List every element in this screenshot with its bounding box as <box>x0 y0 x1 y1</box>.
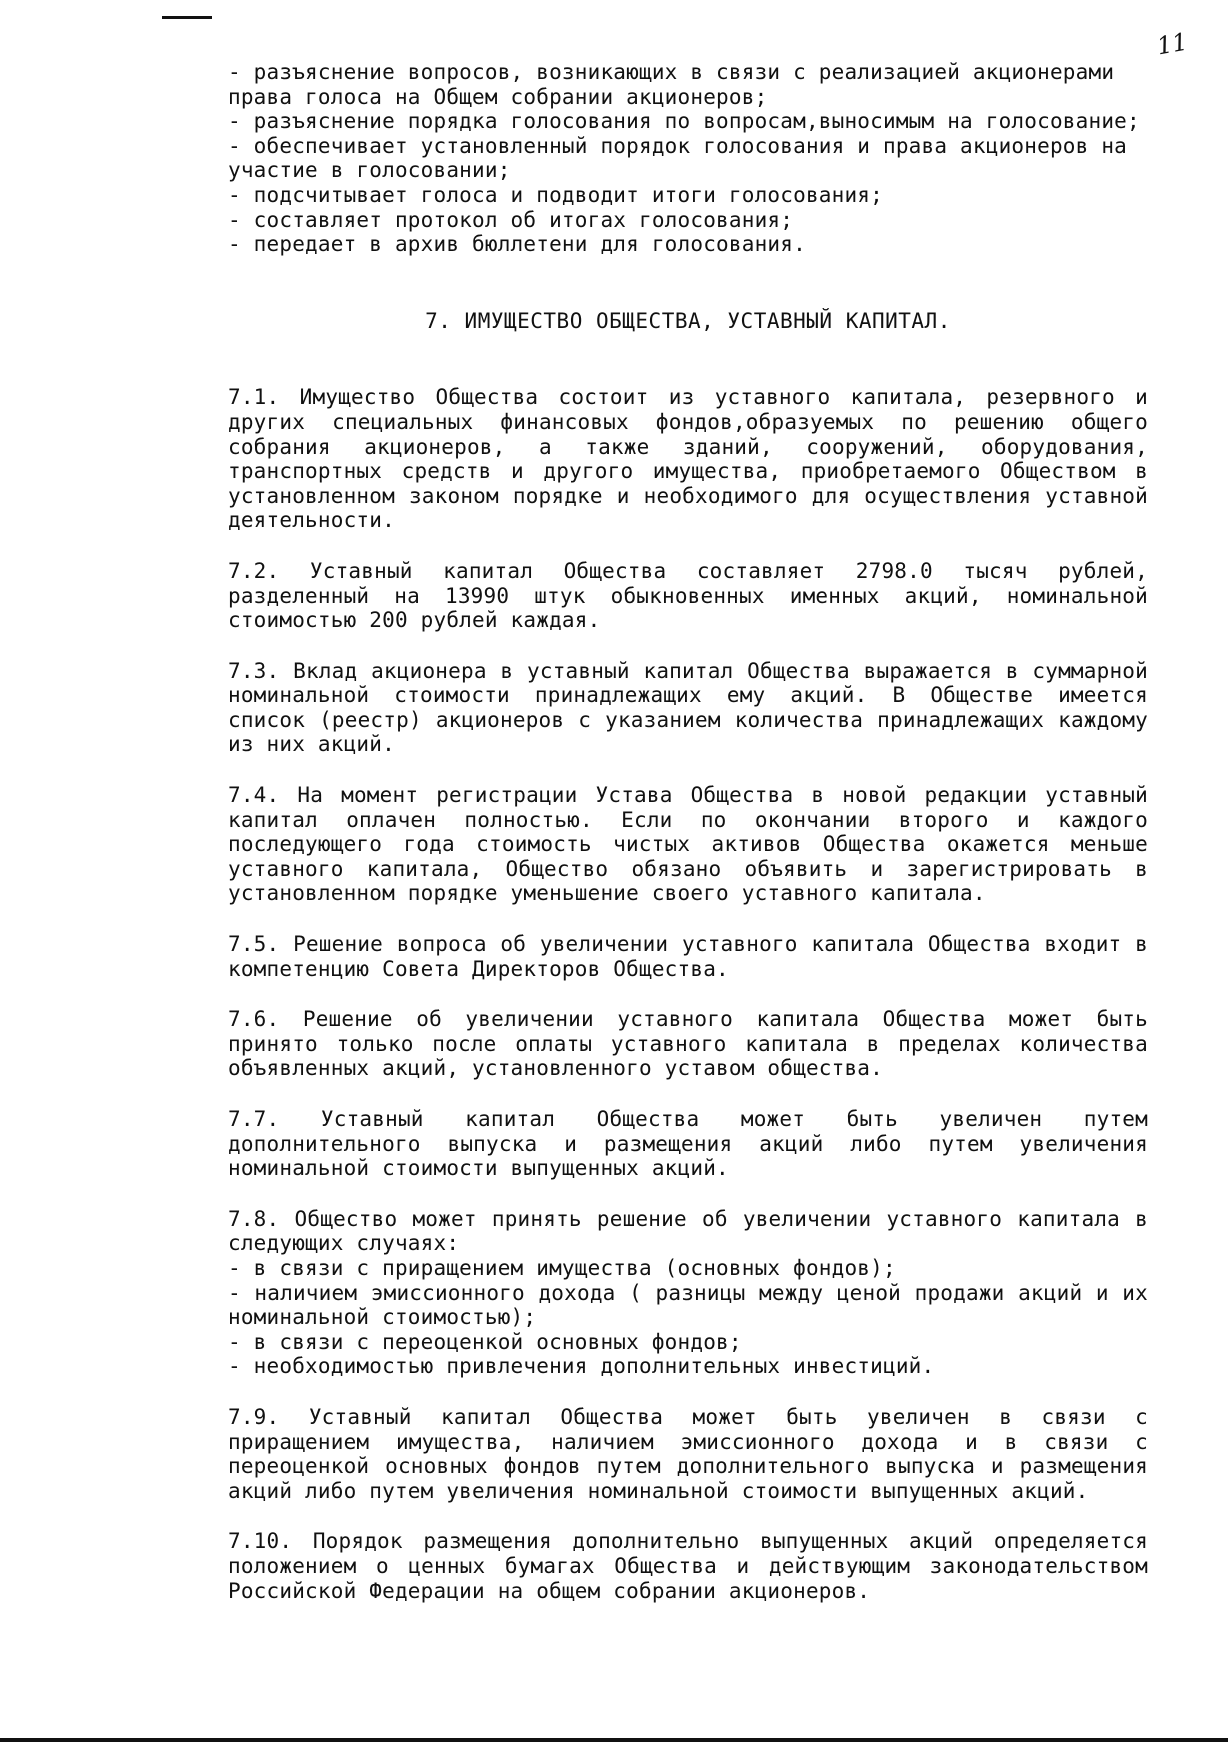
section-title: 7. ИМУЩЕСТВО ОБЩЕСТВА, УСТАВНЫЙ КАПИТАЛ. <box>425 308 951 333</box>
paragraph-number: 7.9. <box>228 1404 280 1429</box>
list-item: - разъяснение вопросов, возникающих в связи с реализацией акционерами права голоса на Общем собрании акционеров; <box>228 60 1115 109</box>
paragraph-text: Решение вопроса об увеличении уставного капитала Общества входит в компетенцию Совета Директоров Общества. <box>228 932 1148 981</box>
paragraph-text: Решение об увеличении уставного капитала Общества может быть принято только после оплаты уставного капитала в пределах количества объявленных акций, установленного уставом общества. <box>228 1007 1148 1081</box>
paragraph-number: 7.7. <box>228 1107 280 1131</box>
paragraph-text: Порядок размещения дополнительно выпущенных акций определяется положением о ценных бумагах Общества и действующим законодательством Российской Федерации на общем собрании акционеров. <box>228 1529 1148 1603</box>
list-item: - наличием эмиссионного дохода ( разницы между ценой продажи акций и их номинальной стоимостью); <box>228 1280 1148 1330</box>
cases-list <box>228 1256 1148 1379</box>
paragraph-number: 7.10. <box>228 1529 293 1554</box>
page-number: 11 <box>1155 27 1191 61</box>
paragraph-7-3 <box>228 659 1148 757</box>
paragraph-7-10 <box>228 1529 1148 1603</box>
paragraph-text: Уставный капитал Общества может быть увеличен в связи с приращением имущества, наличием эмиссионного дохода и в связи с переоценкой основных фондов путем дополнительного выпуска и размещения акций либо путем увеличения номинальной стоимости выпущенных акций. <box>228 1404 1148 1503</box>
intro-list <box>228 60 1148 257</box>
paragraph-number: 7.5. <box>228 932 280 957</box>
paragraph-number: 7.1. <box>228 385 280 410</box>
paragraph-7-4 <box>228 783 1148 906</box>
paragraph-text: Общество может принять решение об увеличении уставного капитала в следующих случаях: <box>228 1206 1148 1256</box>
paragraph-7-9 <box>228 1405 1148 1503</box>
document-body <box>228 60 1148 1629</box>
paragraph-7-7 <box>228 1107 1148 1181</box>
paragraph-number: 7.4. <box>228 783 280 808</box>
list-item: - передает в архив бюллетени для голосования. <box>228 232 806 257</box>
list-item: - составляет протокол об итогах голосования; <box>228 207 794 232</box>
list-item: - подсчитывает голоса и подводит итоги голосования; <box>228 182 883 207</box>
paragraph-text: Вклад акционера в уставный капитал Общества выражается в суммарной номинальной стоимости принадлежащих ему акций. В Обществе имеется список (реестр) акционеров с указанием количества принадлежащих каждому из них акций. <box>228 658 1148 757</box>
paragraph-7-2 <box>228 559 1148 633</box>
paragraph-7-6 <box>228 1007 1148 1081</box>
list-item: - разъяснение порядка голосования по вопросам,выносимым на голосование; <box>228 109 1140 134</box>
paragraph-number: 7.6. <box>228 1007 280 1032</box>
paragraph-7-5 <box>228 932 1148 981</box>
bottom-rule <box>0 1738 1228 1742</box>
list-item: - в связи с приращением имущества (основных фондов); <box>228 1255 896 1280</box>
list-item: - обеспечивает установленный порядок голосования и права акционеров на участие в голосовании; <box>228 133 1128 183</box>
paragraph-text: Имущество Общества состоит из уставного капитала, резервного и других специальных финансовых фондов,образуемых по решению общего собрания акционеров, а также зданий, сооружений, оборудования, транспортных средств и другого имущества, приобретаемого Обществом в установленном законом порядке и необходимого для осуществления уставной деятельности. <box>228 385 1148 533</box>
paragraph-text: Уставный капитал Общества может быть увеличен путем дополнительного выпуска и размещения акций либо путем увеличения номинальной стоимости выпущенных акций. <box>228 1107 1148 1181</box>
paragraph-number: 7.3. <box>228 658 280 683</box>
paragraph-number: 7.8. <box>228 1206 280 1231</box>
paragraph-7-1 <box>228 385 1148 533</box>
paragraph-text: На момент регистрации Устава Общества в новой редакции уставный капитал оплачен полностью. Если по окончании второго и каждого последующего года стоимость чистых активов Общества окажется меньше уставного капитала, Общество обязано объявить и зарегистрировать в установленном порядке уменьшение своего уставного капитала. <box>228 783 1148 906</box>
paragraph-text: Уставный капитал Общества составляет 2798.0 тысяч рублей, разделенный на 13990 штук обыкновенных именных акций, номинальной стоимостью 200 рублей каждая. <box>228 558 1148 633</box>
paragraph-number: 7.2. <box>228 558 280 583</box>
list-item: - в связи с переоценкой основных фондов; <box>228 1329 742 1354</box>
paragraph-7-8 <box>228 1207 1148 1379</box>
list-item: - необходимостью привлечения дополнительных инвестиций. <box>228 1354 935 1379</box>
top-rule <box>162 16 212 19</box>
